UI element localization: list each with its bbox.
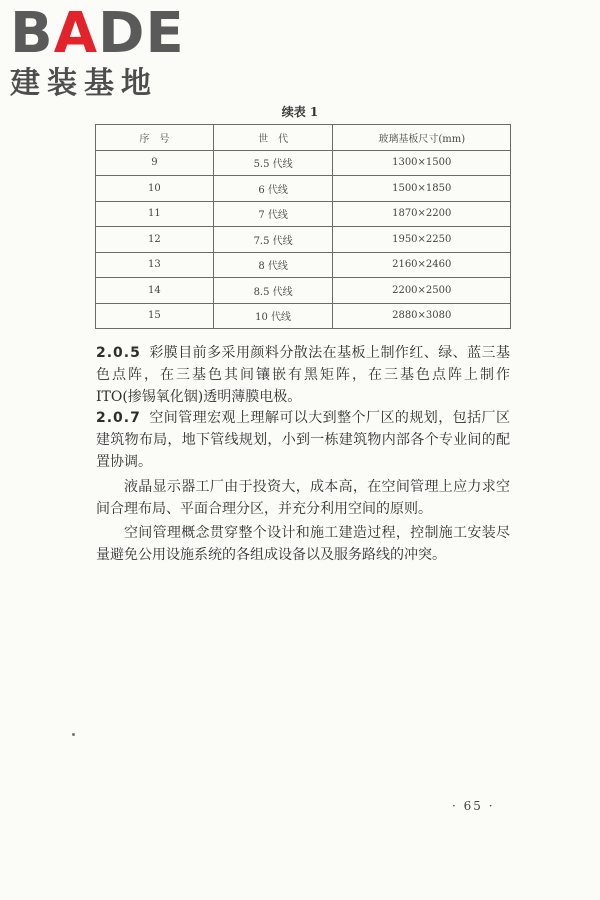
cell-serial: 12	[96, 227, 214, 253]
table-row	[96, 252, 511, 278]
clause-number: 2.0.5	[96, 345, 141, 361]
page-number: · 65 ·	[452, 799, 495, 813]
header-serial: 序 号	[96, 125, 214, 151]
cell-generation: 10 代线	[213, 303, 333, 329]
table-row	[96, 176, 511, 202]
glass-substrate-table	[95, 124, 511, 329]
table-row	[96, 201, 511, 227]
cell-generation: 7.5 代线	[213, 227, 333, 253]
cell-size: 1300×1500	[333, 150, 511, 176]
cell-size: 1870×2200	[333, 201, 511, 227]
cell-generation: 8 代线	[213, 252, 333, 278]
table-row	[96, 278, 511, 304]
header-generation: 世 代	[213, 125, 333, 151]
clause-text: 空间管理宏观上理解可以大到整个厂区的规划，包括厂区建筑物布局，地下管线规划，小到一栋建筑物内部各个专业间的配置协调。	[96, 410, 510, 470]
cell-serial: 11	[96, 201, 214, 227]
cell-generation: 6 代线	[213, 176, 333, 202]
cell-serial: 13	[96, 252, 214, 278]
bade-logo	[10, 1, 185, 102]
cell-size: 2880×3080	[333, 303, 511, 329]
paragraph: 液晶显示器工厂由于投资大，成本高，在空间管理上应力求空间合理布局、平面合理分区，并充分利用空间的原则。	[96, 478, 510, 517]
cell-size: 1500×1850	[333, 176, 511, 202]
cell-serial: 15	[96, 303, 214, 329]
cell-size: 2200×2500	[333, 278, 511, 304]
logo-letter-a: A	[53, 1, 99, 66]
logo-letter-d: D	[98, 1, 146, 66]
table-caption: 续表 1	[281, 105, 319, 119]
logo-subtitle: 建装基地	[10, 66, 158, 101]
logo-letter-e: E	[145, 1, 185, 66]
cell-size: 2160×2460	[333, 252, 511, 278]
logo-letter-b: B	[10, 1, 54, 66]
cell-serial: 9	[96, 150, 214, 176]
body-text	[96, 343, 510, 567]
header-size: 玻璃基板尺寸(mm)	[333, 125, 511, 151]
logo-wordmark	[10, 1, 185, 66]
clause-text: 彩膜目前多采用颜料分散法在基板上制作红、绿、蓝三基色点阵，在三基色其间镶嵌有黑矩阵，在三基色点阵上制作 ITO(掺锡氧化铟)透明薄膜电极。	[96, 345, 510, 405]
clause-2-0-7	[96, 408, 510, 473]
table-row	[96, 227, 511, 253]
table-row	[96, 303, 511, 329]
table-row	[96, 150, 511, 176]
cell-generation: 5.5 代线	[213, 150, 333, 176]
table-header-row	[96, 125, 511, 151]
clause-2-0-5	[96, 343, 510, 408]
cell-size: 1950×2250	[333, 227, 511, 253]
cell-serial: 10	[96, 176, 214, 202]
cell-serial: 14	[96, 278, 214, 304]
cell-generation: 7 代线	[213, 201, 333, 227]
paragraph: 空间管理概念贯穿整个设计和施工建造过程，控制施工安装尽量避免公用设施系统的各组成设备以及服务路线的冲突。	[96, 525, 510, 564]
clause-number: 2.0.7	[96, 410, 141, 427]
scan-dot	[72, 733, 75, 736]
cell-generation: 8.5 代线	[213, 278, 333, 304]
